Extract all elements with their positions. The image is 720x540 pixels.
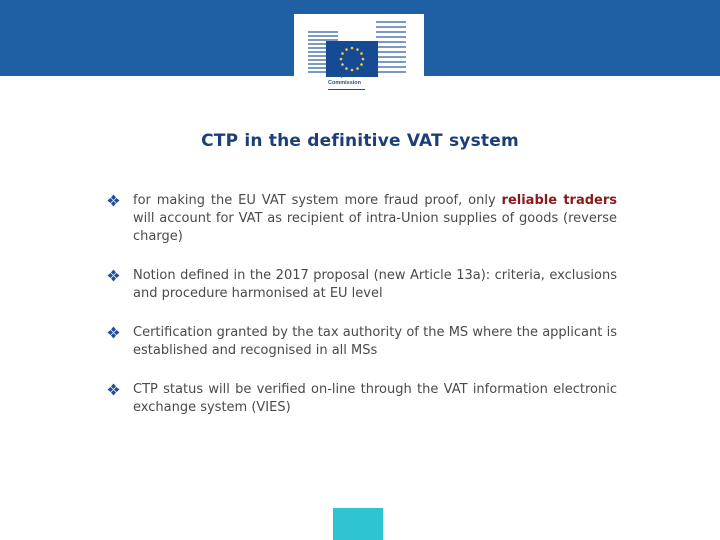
bullet-item-2: [107, 267, 617, 303]
bullet-3-text: Certification granted by the tax authority of the MS where the applicant is established and recognised in all MSs: [133, 325, 617, 358]
bullet-item-1: [107, 192, 617, 246]
bullet-1-text-end: will account for VAT as recipient of intra-Union supplies of goods (reverse charge): [133, 211, 617, 244]
diamond-bullet-icon: [107, 383, 120, 396]
diamond-bullet-icon: [107, 326, 120, 339]
bullet-1-highlight: reliable traders: [501, 193, 617, 208]
slide-title: CTP in the definitive VAT system: [201, 131, 519, 151]
logo-underline: [328, 89, 365, 90]
bullet-4-text: CTP status will be verified on-line through the VAT information electronic exchange system (VIES): [133, 382, 617, 415]
logo-wordmark: [328, 73, 388, 90]
bullet-item-3: [107, 324, 617, 360]
logo-line-2: Commission: [328, 80, 362, 86]
diamond-bullet-icon: [107, 269, 120, 282]
bullet-list: [107, 192, 617, 417]
diamond-bullet-icon: [107, 194, 120, 207]
logo-line-1: European: [328, 73, 354, 79]
footer-accent-tab: [333, 508, 383, 540]
bullet-2-text: Notion defined in the 2017 proposal (new Article 13a): criteria, exclusions and procedure harmonised at EU level: [133, 268, 617, 301]
european-commission-logo: [294, 14, 424, 102]
bullet-item-4: [107, 381, 617, 417]
bullet-1-text-start: for making the EU VAT system more fraud proof, only: [133, 193, 502, 208]
